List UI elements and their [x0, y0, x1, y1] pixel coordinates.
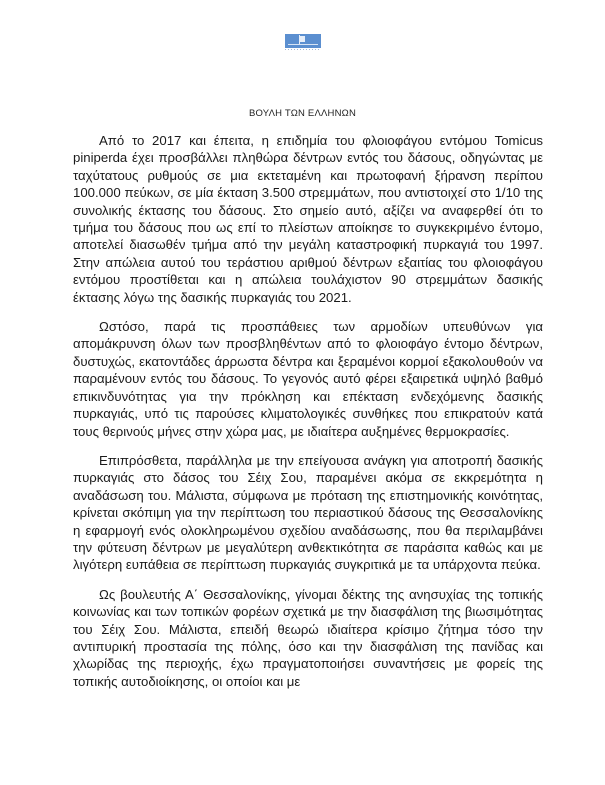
document-header-title: ΒΟΥΛΗ ΤΩΝ ΕΛΛΗΝΩΝ — [248, 108, 357, 119]
paragraph-2: Ωστόσο, παρά τις προσπάθειες των αρμοδίων υπευθύνων για απομάκρυνση όλων των προσβληθέντων από το φλοιοφάγο έντομο δέντρων, δυστυχώς, εκατοντάδες άρρωστα δέντρα και ξεραμένοι κορμοί εξακολουθούν να παραμένουν εντός του δάσους. Το γεγονός αυτό φέρει εξαιρετικά υψηλό βαθμό επικινδυνότητας για την πρόκληση και επέκταση ενδεχόμενης δασικής πυρκαγιάς, υπό τις παρούσες κλιματολογικές συνθήκες που επικρατούν κατά τους θερινούς μήνες στην χώρα μας, με ιδιαίτερα αυξημένες θερμοκρασίες. — [73, 319, 543, 439]
flag-icon — [300, 36, 305, 42]
document-body — [73, 132, 543, 702]
paragraph-4: Ως βουλευτής Α΄ Θεσσαλονίκης, γίνομαι δέκτης της ανησυχίας της τοπικής κοινωνίας και των τοπικών φορέων σχετικά με την διασφάλιση της βιωσιμότητας του Σέιχ Σου. Μάλιστα, επειδή θεωρώ ιδιαίτερα κρίσιμο ζήτημα τόσο την αντιπυρική προστασία της πόλης, όσο και την διασφάλιση της πανίδας και χλωρίδας της περιοχής, έχω πραγματοποιήσει συναντήσεις με φορείς της τοπικής αυτοδιοίκησης, οι οποίοι και με — [73, 586, 543, 689]
paragraph-3: Επιπρόσθετα, παράλληλα με την επείγουσα ανάγκη για αποτροπή δασικής πυρκαγιάς στο δάσος του Σέιχ Σου, παραμένει ακόμα σε εκκρεμότητα η αναδάσωση του. Μάλιστα, σύμφωνα με πρόταση της επιστημονικής κοινότητας, κρίνεται σκόπιμη για την περίπτωση του περιαστικού δάσους της Θεσσαλονίκης η εφαρμογή ενός ολοκληρωμένου σχεδίου αναδάσωσης, που θα περιλαμβάνει την φύτευση δέντρων με μεγαλύτερη ανθεκτικότητα σε παράσιτα καθώς και με λιγότερη ευπάθεια σε περίπτωση πυρκαγιάς συγκριτικά με τα υπάρχοντα πεύκα. — [73, 452, 543, 573]
logo-dotted-line — [285, 49, 321, 50]
paragraph-1: Από το 2017 και έπειτα, η επιδημία του φλοιοφάγου εντόμου Tomicus piniperda έχει προσβάλλει πληθώρα δέντρων εντός του δάσους, οδηγώντας με ταχύτατους ρυθμούς σε μια εκτεταμένη και πρωτοφανή ξήρανση περίπου 100.000 πεύκων, σε μία έκταση 3.500 στρεμμάτων, που αντιστοιχεί στο 1/10 της συνολικής έκτασης του δάσους. Στο σημείο αυτό, αξίζει να αναφερθεί ότι το τμήμα του δάσους που ως επί το πλείστων αποίκησε το συγκεκριμένο έντομο, αποτελεί διασωθέν τμήμα από την μεγάλη καταστροφική πυρκαγιά του 1997. Στην απώλεια αυτού του τεράστιου αριθμού δέντρων εξαιτίας του φλοιοφάγου εντόμου προστίθεται και η απώλεια τουλάχιστον 90 στρεμμάτων δασικής έκτασης λόγω της δασικής πυρκαγιάς του 2021. — [73, 133, 543, 305]
parliament-logo-icon — [285, 34, 321, 53]
